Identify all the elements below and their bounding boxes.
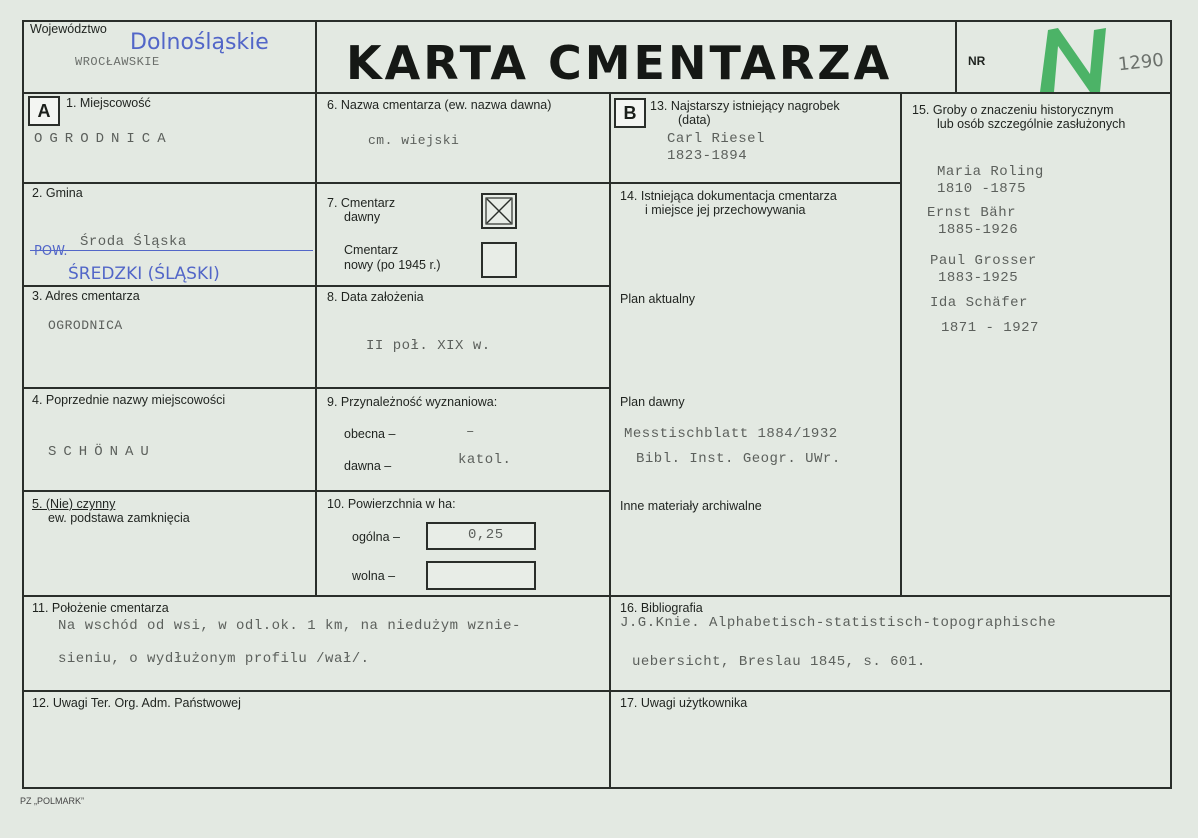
- plan-dawny-line-2: Bibl. Inst. Geogr. UWr.: [636, 451, 841, 467]
- row-line: [22, 182, 317, 184]
- field-16-line-2: uebersicht, Breslau 1845, s. 601.: [632, 654, 926, 670]
- field-6-label: 6. Nazwa cmentarza (ew. nazwa dawna): [327, 98, 552, 112]
- stamp-n-icon: [1034, 22, 1114, 96]
- frame-bottom: [22, 787, 1172, 789]
- plan-dawny-label: Plan dawny: [620, 395, 685, 409]
- row-line: [315, 285, 611, 287]
- field-1-value: OGRODNICA: [34, 131, 173, 147]
- wojewodztwo-label: Województwo: [30, 22, 107, 36]
- oldest-grave-dates: 1823-1894: [667, 148, 748, 164]
- field-7-nowy-label-1: Cmentarz: [344, 243, 399, 257]
- cmentarz-nowy-checkbox[interactable]: [481, 242, 517, 278]
- grave-name: Ernst Bähr: [927, 205, 1017, 221]
- wojewodztwo-value: Dolnośląskie: [130, 30, 269, 55]
- field-8-label: 8. Data założenia: [327, 290, 424, 304]
- field-11-line-2: sieniu, o wydłużonym profilu /wał/.: [58, 651, 370, 667]
- grave-dates: 1871 - 1927: [941, 320, 1039, 336]
- field-9-obecna-label: obecna –: [344, 427, 396, 441]
- field-14-label-1: 14. Istniejąca dokumentacja cmentarza: [620, 189, 837, 203]
- grave-dates: 1810 -1875: [937, 181, 1027, 197]
- field-7-dawny-label-1: 7. Cmentarz: [327, 196, 396, 210]
- pow-underline: [30, 250, 313, 251]
- field-3-label: 3. Adres cmentarza: [32, 289, 140, 303]
- field-7-nowy-label-2: nowy (po 1945 r.): [344, 258, 441, 272]
- row-line: [22, 490, 317, 492]
- ogolna-value: 0,25: [468, 527, 504, 543]
- field-16-label: 16. Bibliografia: [620, 601, 703, 615]
- field-16-line-1: J.G.Knie. Alphabetisch-statistisch-topographische: [620, 615, 1057, 631]
- grave-name: Ida Schäfer: [930, 295, 1028, 311]
- field-9-obecna-value: –: [466, 424, 475, 440]
- inne-materialy-label: Inne materiały archiwalne: [620, 499, 762, 513]
- ogolna-field[interactable]: [426, 522, 536, 550]
- grave-name: Paul Grosser: [930, 253, 1037, 269]
- grave-dates: 1883-1925: [938, 270, 1019, 286]
- field-15-label-1: 15. Groby o znaczeniu historycznym: [912, 103, 1114, 117]
- field-9-label: 9. Przynależność wyznaniowa:: [327, 395, 498, 409]
- field-6-value: cm. wiejski: [368, 133, 460, 148]
- col-line-3: [900, 92, 902, 595]
- field-17-label: 17. Uwagi użytkownika: [620, 696, 748, 710]
- field-14-label-2: i miejsce jej przechowywania: [645, 203, 806, 217]
- field-4-value: SCHÖNAU: [48, 444, 156, 460]
- row-line: [22, 595, 1172, 597]
- field-10-wolna-label: wolna –: [352, 569, 396, 583]
- plan-dawny-line-1: Messtischblatt 1884/1932: [624, 426, 838, 442]
- field-8-value: II poł. XIX w.: [366, 338, 491, 354]
- field-13-label-2: (data): [678, 113, 711, 127]
- wojewodztwo-old: WROCŁAWSKIE: [75, 55, 160, 69]
- field-5-label-b: ew. podstawa zamknięcia: [48, 511, 190, 525]
- nr-stamp-n: [1034, 22, 1114, 96]
- field-7-dawny-label-2: dawny: [344, 210, 381, 224]
- field-9-dawna-value: katol.: [458, 452, 512, 468]
- nr-label: NR: [968, 54, 986, 68]
- field-9-dawna-label: dawna –: [344, 459, 392, 473]
- section-b-marker: B: [614, 98, 646, 128]
- field-2-value: Środa Śląska: [80, 234, 187, 250]
- field-2-label: 2. Gmina: [32, 186, 83, 200]
- row-line: [315, 490, 611, 492]
- frame-left: [22, 20, 24, 789]
- field-4-label: 4. Poprzednie nazwy miejscowości: [32, 393, 226, 407]
- row-line: [22, 690, 1172, 692]
- row-line: [22, 285, 317, 287]
- col-line-2: [609, 92, 611, 789]
- row-line: [315, 182, 611, 184]
- header-split-1: [315, 20, 317, 94]
- frame-top: [22, 20, 1172, 22]
- nr-value: 1290: [1117, 49, 1165, 76]
- field-5-label-a: 5. (Nie) czynny: [32, 497, 116, 511]
- card-title: KARTA CMENTARZA: [346, 36, 893, 90]
- grave-dates: 1885-1926: [938, 222, 1019, 238]
- frame-right: [1170, 20, 1172, 789]
- header-split-2: [955, 20, 957, 94]
- row-line: [22, 387, 317, 389]
- row-line: [315, 387, 611, 389]
- field-3-value: OGRODNICA: [48, 318, 123, 333]
- field-10-ogolna-label: ogólna –: [352, 530, 400, 544]
- cmentarz-dawny-checkbox[interactable]: [481, 193, 517, 229]
- plan-aktualny-label: Plan aktualny: [620, 292, 696, 306]
- field-10-label: 10. Powierzchnia w ha:: [327, 497, 456, 511]
- field-11-line-1: Na wschód od wsi, w odl.ok. 1 km, na niedużym wznie-: [58, 618, 521, 634]
- row-line: [609, 182, 902, 184]
- wolna-field[interactable]: [426, 561, 536, 590]
- header-divider: [22, 92, 1172, 94]
- printer-imprint: PZ „POLMARK”: [20, 796, 85, 806]
- field-15-label-2: lub osób szczególnie zasłużonych: [937, 117, 1126, 131]
- field-1-label: 1. Miejscowość: [66, 96, 151, 110]
- checkbox-cross-icon: [483, 195, 515, 227]
- oldest-grave-name: Carl Riesel: [667, 131, 765, 147]
- field-12-label: 12. Uwagi Ter. Org. Adm. Państwowej: [32, 696, 241, 710]
- field-11-label: 11. Położenie cmentarza: [32, 601, 169, 615]
- pow-value: ŚREDZKI (ŚLĄSKI): [68, 264, 220, 284]
- section-a-marker: A: [28, 96, 60, 126]
- pow-label: POW.: [34, 244, 68, 259]
- col-line-1: [315, 92, 317, 595]
- grave-name: Maria Roling: [937, 164, 1044, 180]
- field-13-label-1: 13. Najstarszy istniejący nagrobek: [650, 99, 840, 113]
